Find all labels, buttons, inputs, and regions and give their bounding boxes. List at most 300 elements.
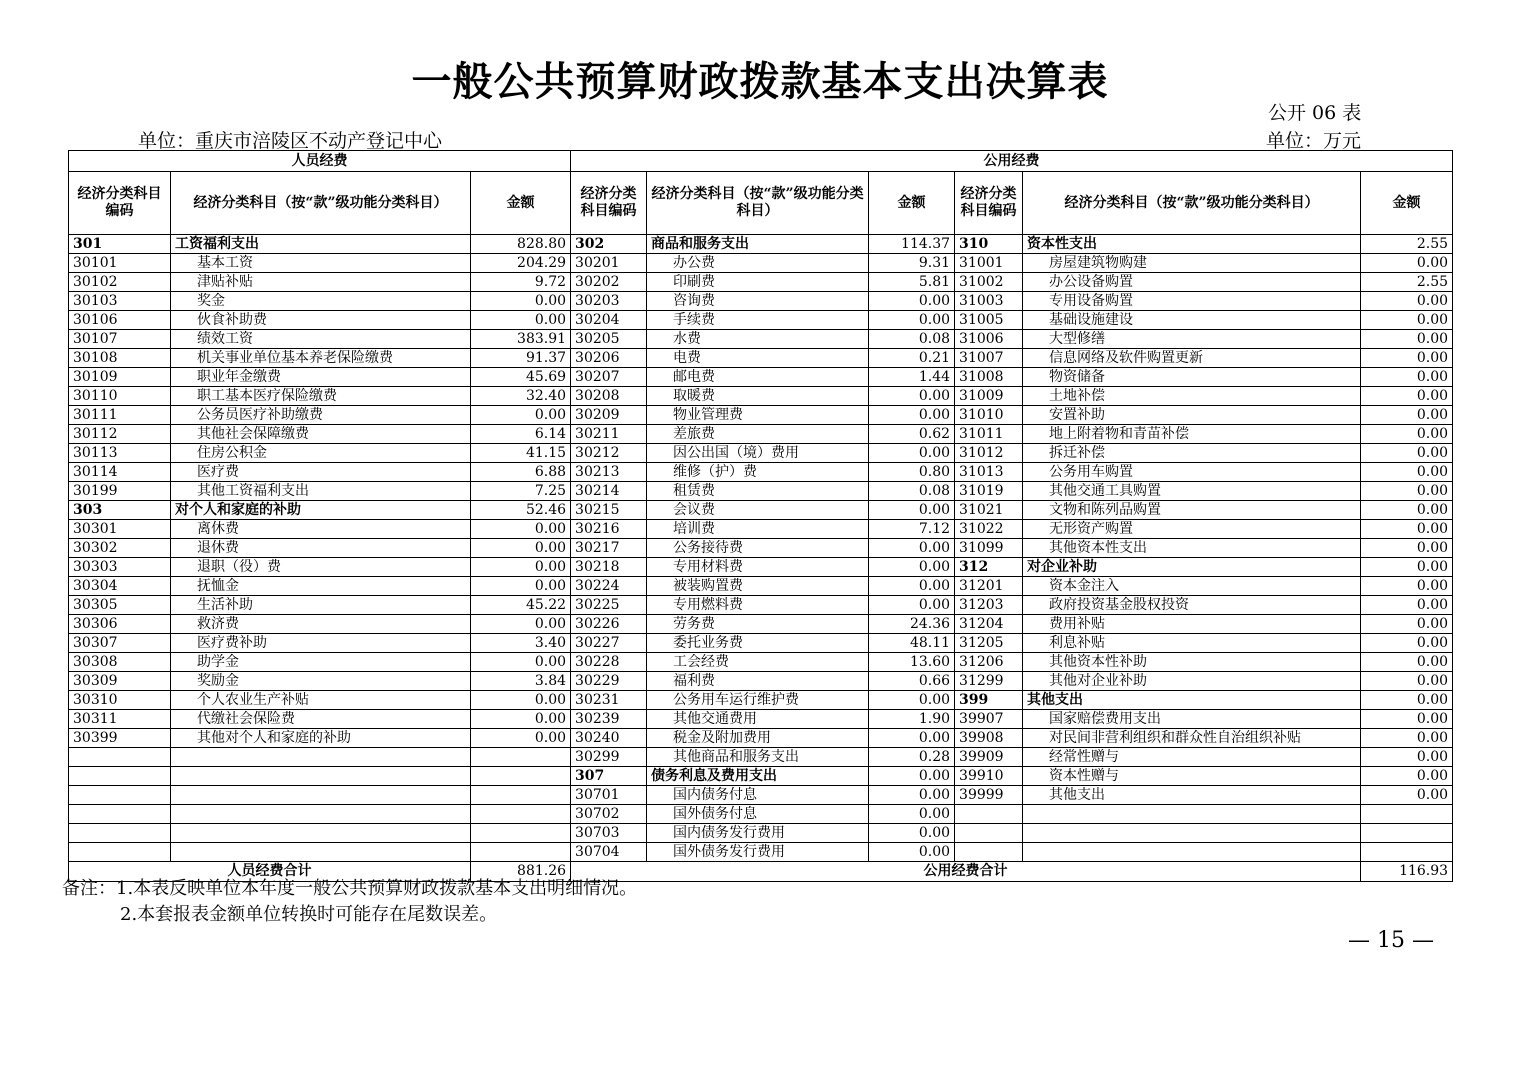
cell-code-3: 39907 [955,710,1023,729]
table-row [69,672,1453,691]
cell-code-1: 30114 [69,463,171,482]
cell-code-3: 31008 [955,368,1023,387]
cell-code-2: 30212 [571,444,647,463]
cell-code-2: 30239 [571,710,647,729]
cell-amount-1: 3.84 [471,672,571,691]
cell-code-1 [69,786,171,805]
table-row [69,786,1453,805]
cell-amount-2: 5.81 [869,273,955,292]
cell-name-1: 其他对个人和家庭的补助 [171,729,471,748]
cell-code-2: 30231 [571,691,647,710]
cell-code-3: 31010 [955,406,1023,425]
cell-name-2: 培训费 [647,520,869,539]
cell-amount-2: 0.00 [869,406,955,425]
cell-code-3: 399 [955,691,1023,710]
table-row [69,653,1453,672]
cell-name-2: 邮电费 [647,368,869,387]
cell-code-3: 31019 [955,482,1023,501]
cell-name-3: 经常性赠与 [1023,748,1361,767]
cell-code-2: 30209 [571,406,647,425]
header-code-2: 经济分类科目编码 [571,172,647,235]
total-personnel-label: 人员经费合计 [69,862,471,882]
cell-code-1 [69,748,171,767]
cell-amount-3: 0.00 [1361,748,1453,767]
cell-code-3: 31012 [955,444,1023,463]
cell-name-2: 委托业务费 [647,634,869,653]
cell-name-3: 办公设备购置 [1023,273,1361,292]
cell-code-1: 30107 [69,330,171,349]
cell-code-3: 31006 [955,330,1023,349]
cell-code-3: 31009 [955,387,1023,406]
form-number: 公开 06 表 [1268,102,1362,124]
cell-amount-2: 0.00 [869,444,955,463]
cell-code-1 [69,824,171,843]
cell-name-1 [171,843,471,862]
budget-table [68,150,1453,882]
cell-amount-1: 91.37 [471,349,571,368]
cell-amount-3: 0.00 [1361,330,1453,349]
note-1: 备注：1.本表反映单位本年度一般公共预算财政拨款基本支出明细情况。 [62,878,638,899]
cell-amount-1: 52.46 [471,501,571,520]
cell-name-1: 工资福利支出 [171,235,471,254]
cell-amount-2: 0.00 [869,805,955,824]
cell-code-1: 30199 [69,482,171,501]
cell-name-1: 代缴社会保险费 [171,710,471,729]
cell-amount-3: 0.00 [1361,254,1453,273]
cell-name-1: 基本工资 [171,254,471,273]
cell-code-2: 30225 [571,596,647,615]
unit-organization: 单位：重庆市涪陵区不动产登记中心 [138,130,443,152]
cell-name-3: 其他对企业补助 [1023,672,1361,691]
cell-name-2: 国内债务付息 [647,786,869,805]
cell-code-3: 31001 [955,254,1023,273]
cell-amount-3: 0.00 [1361,672,1453,691]
cell-amount-1 [471,805,571,824]
header-amount-1: 金额 [471,172,571,235]
cell-amount-1: 0.00 [471,577,571,596]
table-row [69,463,1453,482]
cell-name-2: 印刷费 [647,273,869,292]
cell-amount-2: 0.00 [869,311,955,330]
cell-amount-2: 114.37 [869,235,955,254]
cell-amount-3: 0.00 [1361,444,1453,463]
table-row [69,273,1453,292]
cell-amount-1 [471,748,571,767]
cell-amount-3: 0.00 [1361,349,1453,368]
cell-name-3: 大型修缮 [1023,330,1361,349]
cell-amount-1: 0.00 [471,539,571,558]
cell-amount-2: 0.62 [869,425,955,444]
page-title: 一般公共预算财政拨款基本支出决算表 [411,58,1109,105]
cell-amount-1 [471,767,571,786]
cell-amount-1: 0.00 [471,406,571,425]
cell-code-2: 30207 [571,368,647,387]
cell-amount-3: 0.00 [1361,767,1453,786]
cell-amount-1: 0.00 [471,520,571,539]
table-row [69,235,1453,254]
cell-amount-1: 7.25 [471,482,571,501]
group-personnel: 人员经费 [69,151,571,172]
cell-code-3: 39909 [955,748,1023,767]
cell-code-3: 31206 [955,653,1023,672]
cell-amount-2: 48.11 [869,634,955,653]
cell-name-1: 离休费 [171,520,471,539]
table-row [69,843,1453,862]
cell-code-2: 30226 [571,615,647,634]
cell-code-1: 30303 [69,558,171,577]
cell-amount-3: 0.00 [1361,406,1453,425]
cell-code-1: 30308 [69,653,171,672]
table-row [69,406,1453,425]
cell-amount-2: 0.00 [869,387,955,406]
cell-code-2: 30204 [571,311,647,330]
table-row [69,729,1453,748]
cell-code-3: 31201 [955,577,1023,596]
table-row [69,311,1453,330]
cell-code-3: 31011 [955,425,1023,444]
cell-name-3: 资本金注入 [1023,577,1361,596]
cell-amount-3: 0.00 [1361,501,1453,520]
table-row [69,634,1453,653]
table-row [69,292,1453,311]
cell-name-2: 公务接待费 [647,539,869,558]
cell-amount-1: 6.88 [471,463,571,482]
cell-amount-2: 0.00 [869,539,955,558]
table-row [69,368,1453,387]
cell-amount-3: 0.00 [1361,368,1453,387]
cell-code-1: 30311 [69,710,171,729]
cell-amount-1: 0.00 [471,311,571,330]
cell-code-1 [69,843,171,862]
cell-amount-1: 0.00 [471,653,571,672]
cell-code-2: 30228 [571,653,647,672]
cell-code-1: 30101 [69,254,171,273]
cell-amount-2: 0.00 [869,558,955,577]
cell-code-3: 31099 [955,539,1023,558]
cell-code-1: 303 [69,501,171,520]
table-row [69,520,1453,539]
cell-code-2: 30205 [571,330,647,349]
cell-code-1: 30110 [69,387,171,406]
cell-amount-1: 383.91 [471,330,571,349]
cell-code-1: 30102 [69,273,171,292]
cell-code-2: 30224 [571,577,647,596]
cell-name-3: 政府投资基金股权投资 [1023,596,1361,615]
cell-code-3: 39910 [955,767,1023,786]
cell-code-1: 30309 [69,672,171,691]
cell-amount-2: 0.80 [869,463,955,482]
cell-code-3: 31203 [955,596,1023,615]
cell-code-2: 30240 [571,729,647,748]
cell-name-3: 资本性赠与 [1023,767,1361,786]
cell-name-3: 其他支出 [1023,786,1361,805]
cell-name-2: 专用燃料费 [647,596,869,615]
cell-code-3: 31022 [955,520,1023,539]
cell-code-1: 30399 [69,729,171,748]
cell-amount-2: 7.12 [869,520,955,539]
cell-code-2: 30216 [571,520,647,539]
cell-name-3 [1023,824,1361,843]
cell-amount-2: 0.00 [869,729,955,748]
cell-code-1: 30307 [69,634,171,653]
table-row [69,539,1453,558]
cell-amount-3: 0.00 [1361,292,1453,311]
cell-amount-3: 0.00 [1361,539,1453,558]
cell-name-3 [1023,843,1361,862]
cell-name-3: 房屋建筑物购建 [1023,254,1361,273]
table-row [69,596,1453,615]
header-name-3: 经济分类科目（按“款”级功能分类科目） [1023,172,1361,235]
table-row [69,349,1453,368]
cell-code-2: 30218 [571,558,647,577]
cell-name-3: 对企业补助 [1023,558,1361,577]
cell-amount-2: 0.00 [869,843,955,862]
cell-code-2: 30704 [571,843,647,862]
cell-name-2: 专用材料费 [647,558,869,577]
cell-amount-1 [471,824,571,843]
cell-name-3: 费用补贴 [1023,615,1361,634]
cell-name-1: 公务员医疗补助缴费 [171,406,471,425]
header-code-1: 经济分类科目编码 [69,172,171,235]
total-public-value: 116.93 [1361,862,1453,882]
header-amount-3: 金额 [1361,172,1453,235]
cell-code-2: 30208 [571,387,647,406]
cell-amount-1 [471,843,571,862]
cell-name-1: 退休费 [171,539,471,558]
cell-name-1: 个人农业生产补贴 [171,691,471,710]
cell-amount-3 [1361,843,1453,862]
cell-name-2: 其他交通费用 [647,710,869,729]
cell-amount-1: 3.40 [471,634,571,653]
cell-code-3: 312 [955,558,1023,577]
cell-name-3: 其他交通工具购置 [1023,482,1361,501]
cell-name-1: 津贴补贴 [171,273,471,292]
cell-amount-3: 0.00 [1361,387,1453,406]
cell-code-2: 30299 [571,748,647,767]
cell-name-1: 职业年金缴费 [171,368,471,387]
cell-code-2: 302 [571,235,647,254]
cell-name-2: 国外债务付息 [647,805,869,824]
cell-amount-2: 1.44 [869,368,955,387]
cell-name-2: 公务用车运行维护费 [647,691,869,710]
cell-name-3 [1023,805,1361,824]
cell-name-3: 资本性支出 [1023,235,1361,254]
cell-code-3: 310 [955,235,1023,254]
cell-amount-1: 0.00 [471,292,571,311]
cell-name-1 [171,824,471,843]
cell-name-1: 对个人和家庭的补助 [171,501,471,520]
cell-amount-1: 828.80 [471,235,571,254]
cell-amount-3: 0.00 [1361,482,1453,501]
cell-code-1: 30302 [69,539,171,558]
cell-amount-1: 32.40 [471,387,571,406]
cell-amount-2: 1.90 [869,710,955,729]
cell-amount-2: 0.00 [869,767,955,786]
cell-code-2: 30702 [571,805,647,824]
cell-code-3: 39908 [955,729,1023,748]
cell-code-2: 30203 [571,292,647,311]
cell-code-2: 30206 [571,349,647,368]
cell-name-2: 租赁费 [647,482,869,501]
cell-code-3: 31002 [955,273,1023,292]
cell-name-1 [171,805,471,824]
cell-code-1: 30113 [69,444,171,463]
cell-name-1: 机关事业单位基本养老保险缴费 [171,349,471,368]
cell-amount-1: 45.22 [471,596,571,615]
table-row [69,425,1453,444]
cell-code-3: 31204 [955,615,1023,634]
cell-amount-3: 0.00 [1361,786,1453,805]
cell-code-2: 30227 [571,634,647,653]
cell-amount-2: 9.31 [869,254,955,273]
cell-code-1: 30106 [69,311,171,330]
cell-code-1: 30103 [69,292,171,311]
cell-amount-1: 45.69 [471,368,571,387]
cell-amount-3: 0.00 [1361,520,1453,539]
cell-code-2: 30211 [571,425,647,444]
cell-amount-3: 0.00 [1361,425,1453,444]
table-row [69,444,1453,463]
cell-name-3: 对民间非营利组织和群众性自治组织补贴 [1023,729,1361,748]
table-row [69,615,1453,634]
cell-name-2: 商品和服务支出 [647,235,869,254]
cell-amount-1: 0.00 [471,729,571,748]
cell-name-2: 物业管理费 [647,406,869,425]
cell-name-1: 职工基本医疗保险缴费 [171,387,471,406]
cell-name-2: 电费 [647,349,869,368]
table-row [69,748,1453,767]
cell-code-3 [955,805,1023,824]
cell-code-1: 30109 [69,368,171,387]
cell-amount-2: 0.00 [869,824,955,843]
unit-currency: 单位：万元 [1266,130,1362,152]
cell-name-2: 其他商品和服务支出 [647,748,869,767]
cell-name-2: 福利费 [647,672,869,691]
table-row [69,387,1453,406]
cell-code-3: 31007 [955,349,1023,368]
cell-name-1: 生活补助 [171,596,471,615]
cell-name-2: 会议费 [647,501,869,520]
cell-name-1: 其他社会保障缴费 [171,425,471,444]
cell-name-1: 奖励金 [171,672,471,691]
cell-code-2: 30701 [571,786,647,805]
note-2: 2.本套报表金额单位转换时可能存在尾数误差。 [120,904,498,925]
cell-name-3: 土地补偿 [1023,387,1361,406]
table-row [69,710,1453,729]
cell-code-3: 31003 [955,292,1023,311]
cell-code-2: 30215 [571,501,647,520]
cell-name-1: 奖金 [171,292,471,311]
cell-name-1: 救济费 [171,615,471,634]
cell-code-2: 30201 [571,254,647,273]
cell-amount-2: 0.00 [869,596,955,615]
cell-code-3 [955,843,1023,862]
cell-name-2: 咨询费 [647,292,869,311]
cell-amount-2: 24.36 [869,615,955,634]
table-row [69,254,1453,273]
cell-amount-1: 204.29 [471,254,571,273]
cell-name-1 [171,786,471,805]
cell-code-3: 31205 [955,634,1023,653]
cell-code-3: 31005 [955,311,1023,330]
cell-name-2: 取暖费 [647,387,869,406]
table-row [69,824,1453,843]
table-row [69,501,1453,520]
cell-code-1: 30301 [69,520,171,539]
cell-name-2: 被装购置费 [647,577,869,596]
cell-name-2: 差旅费 [647,425,869,444]
cell-code-3: 39999 [955,786,1023,805]
cell-amount-3: 0.00 [1361,653,1453,672]
cell-name-2: 债务利息及费用支出 [647,767,869,786]
cell-code-2: 30217 [571,539,647,558]
cell-amount-3: 0.00 [1361,463,1453,482]
header-code-3: 经济分类科目编码 [955,172,1023,235]
cell-name-2: 国外债务发行费用 [647,843,869,862]
cell-name-1: 绩效工资 [171,330,471,349]
cell-code-1 [69,805,171,824]
cell-code-1: 30305 [69,596,171,615]
cell-name-3: 无形资产购置 [1023,520,1361,539]
cell-code-2: 30213 [571,463,647,482]
cell-name-2: 办公费 [647,254,869,273]
cell-amount-3 [1361,805,1453,824]
cell-name-1: 抚恤金 [171,577,471,596]
table-row [69,691,1453,710]
cell-code-1: 30112 [69,425,171,444]
cell-name-3: 基础设施建设 [1023,311,1361,330]
group-public: 公用经费 [571,151,1453,172]
cell-amount-2: 0.00 [869,501,955,520]
cell-code-1: 30306 [69,615,171,634]
cell-amount-3: 0.00 [1361,577,1453,596]
cell-name-1: 退职（役）费 [171,558,471,577]
cell-name-1: 住房公积金 [171,444,471,463]
cell-amount-2: 13.60 [869,653,955,672]
cell-amount-2: 0.66 [869,672,955,691]
cell-name-1: 助学金 [171,653,471,672]
cell-name-2: 水费 [647,330,869,349]
cell-name-1 [171,767,471,786]
table-row [69,767,1453,786]
cell-name-1: 医疗费 [171,463,471,482]
cell-amount-1: 0.00 [471,615,571,634]
group-header-row [69,151,1453,172]
table-row [69,482,1453,501]
cell-name-3: 公务用车购置 [1023,463,1361,482]
cell-amount-3: 0.00 [1361,634,1453,653]
cell-amount-3 [1361,824,1453,843]
cell-code-3: 31013 [955,463,1023,482]
cell-code-1 [69,767,171,786]
cell-amount-3: 2.55 [1361,273,1453,292]
cell-name-1 [171,748,471,767]
cell-name-3: 信息网络及软件购置更新 [1023,349,1361,368]
table-row [69,330,1453,349]
cell-code-1: 30304 [69,577,171,596]
cell-amount-2: 0.08 [869,482,955,501]
cell-name-3: 安置补助 [1023,406,1361,425]
cell-name-3: 其他资本性支出 [1023,539,1361,558]
total-public-label: 公用经费合计 [571,862,1361,882]
cell-code-3: 31299 [955,672,1023,691]
cell-name-3: 文物和陈列品购置 [1023,501,1361,520]
table-row [69,558,1453,577]
cell-amount-2: 0.00 [869,292,955,311]
table-row [69,805,1453,824]
cell-amount-1 [471,786,571,805]
cell-name-2: 手续费 [647,311,869,330]
